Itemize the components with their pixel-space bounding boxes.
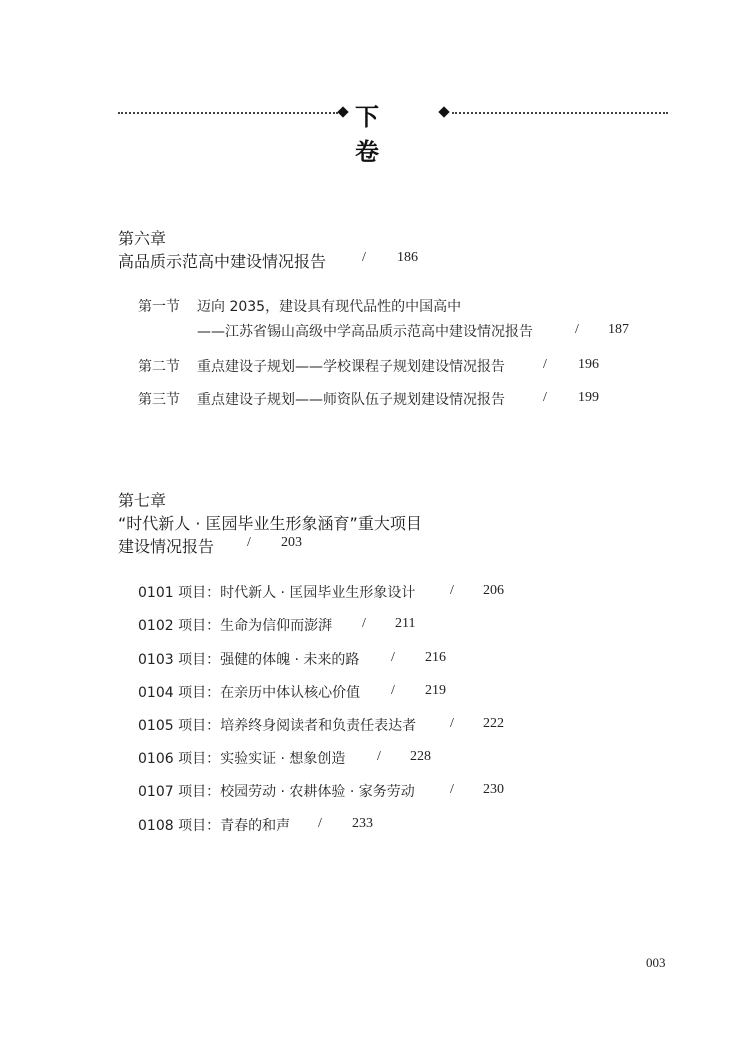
section2-page: 196 [578, 357, 599, 372]
chapter7-separator: / [247, 535, 251, 550]
item-0108-separator: / [318, 816, 322, 831]
diamond-ornament-right-icon [438, 106, 449, 117]
section2-label: 第二节 [138, 359, 180, 375]
item-0107-page: 230 [483, 782, 504, 797]
chapter7-title-line1[interactable]: “时代新人 · 匡园毕业生形象涵育”重大项目 [118, 514, 422, 533]
item-0102-title[interactable]: 0102 项目：生命为信仰而澎湃 [138, 618, 333, 634]
section1-separator: / [575, 322, 579, 337]
footer-page-number: 003 [646, 955, 666, 970]
diamond-ornament-left-icon [337, 106, 348, 117]
item-0102-page: 211 [395, 616, 416, 631]
item-0104-separator: / [391, 683, 395, 698]
item-0104-title[interactable]: 0104 项目：在亲历中体认核心价值 [138, 685, 361, 701]
section2-separator: / [543, 357, 547, 372]
volume-title: 下 卷 [355, 102, 403, 166]
chapter6-separator: / [362, 250, 366, 265]
item-0101-page: 206 [483, 583, 504, 598]
item-0106-page: 228 [410, 749, 431, 764]
chapter6-label: 第六章 [118, 229, 167, 248]
item-0104-page: 219 [425, 683, 446, 698]
section3-label: 第三节 [138, 392, 180, 408]
section3-title[interactable]: 重点建设子规划——师资队伍子规划建设情况报告 [197, 392, 505, 408]
item-0103-separator: / [391, 650, 395, 665]
section1-title[interactable]: 迈向 2035，建设具有现代品性的中国高中 [197, 299, 462, 315]
item-0105-separator: / [450, 716, 454, 731]
chapter6-title[interactable]: 高品质示范高中建设情况报告 [118, 252, 327, 271]
chapter7-title-line2[interactable]: 建设情况报告 [118, 537, 215, 556]
chapter7-label: 第七章 [118, 491, 167, 510]
item-0105-title[interactable]: 0105 项目：培养终身阅读者和负责任表达者 [138, 718, 417, 734]
header-rule-right [452, 112, 668, 114]
section3-separator: / [543, 390, 547, 405]
item-0103-title[interactable]: 0103 项目：强健的体魄 · 未来的路 [138, 652, 360, 668]
chapter7-page: 203 [281, 535, 302, 550]
item-0107-title[interactable]: 0107 项目：校园劳动 · 农耕体验 · 家务劳动 [138, 784, 415, 800]
item-0101-separator: / [450, 583, 454, 598]
item-0106-separator: / [377, 749, 381, 764]
section1-page: 187 [608, 322, 629, 337]
section1-subtitle[interactable]: ——江苏省锡山高级中学高品质示范高中建设情况报告 [197, 324, 533, 340]
item-0107-separator: / [450, 782, 454, 797]
chapter6-page: 186 [397, 250, 418, 265]
header-rule-left [118, 112, 338, 114]
section1-label: 第一节 [138, 299, 180, 315]
item-0101-title[interactable]: 0101 项目：时代新人 · 匡园毕业生形象设计 [138, 585, 416, 601]
item-0102-separator: / [362, 616, 366, 631]
item-0108-page: 233 [352, 816, 373, 831]
item-0105-page: 222 [483, 716, 504, 731]
section3-page: 199 [578, 390, 599, 405]
section2-title[interactable]: 重点建设子规划——学校课程子规划建设情况报告 [197, 359, 505, 375]
item-0103-page: 216 [425, 650, 446, 665]
item-0108-title[interactable]: 0108 项目：青春的和声 [138, 818, 291, 834]
item-0106-title[interactable]: 0106 项目：实验实证 · 想象创造 [138, 751, 346, 767]
